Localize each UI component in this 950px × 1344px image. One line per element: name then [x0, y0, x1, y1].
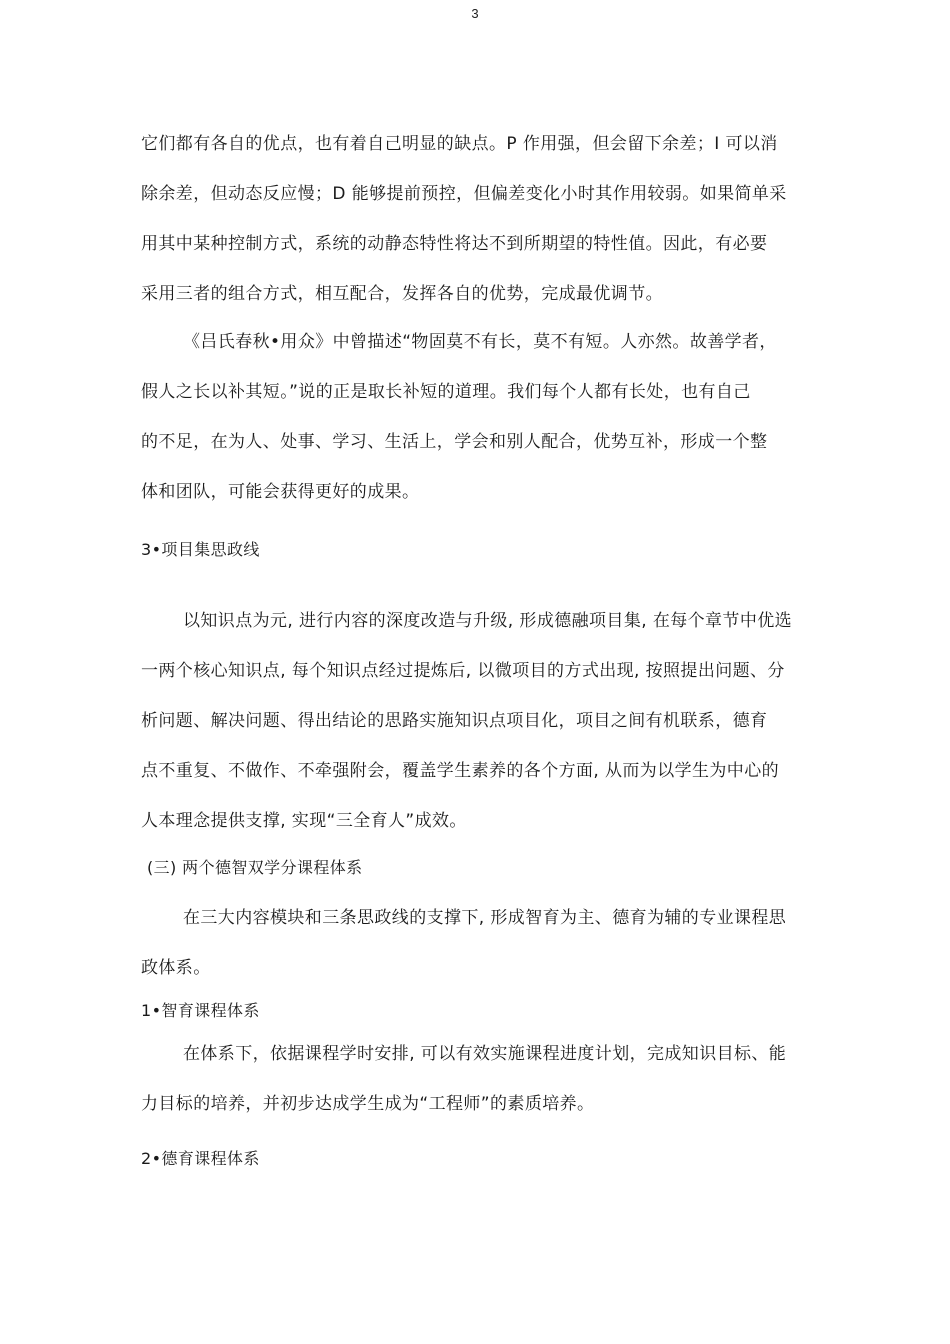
paragraph1-line: 采用三者的组合方式，相互配合，发挥各自的优势，完成最优调节。 [141, 284, 663, 304]
paragraph5-line: 力目标的培养，并初步达成学生成为“工程师”的素质培养。 [141, 1094, 595, 1114]
paragraph3-line: 一两个核心知识点, 每个知识点经过提炼后, 以微项目的方式出现, 按照提出问题、分 [141, 661, 785, 681]
section-heading: (三) 两个德智双学分课程体系 [147, 858, 363, 877]
paragraph1-line: 除余差，但动态反应慢；D 能够提前预控，但偏差变化小时其作用较弱。如果简单采 [141, 184, 787, 204]
paragraph2-line: 《吕氏春秋•用众》中曾描述“物固莫不有长，莫不有短。人亦然。故善学者， [183, 332, 777, 352]
paragraph3-line: 以知识点为元, 进行内容的深度改造与升级, 形成德融项目集, 在每个章节中优选 [183, 611, 793, 631]
paragraph2-line: 假人之长以补其短。”说的正是取长补短的道理。我们每个人都有长处，也有自己 [141, 382, 751, 402]
paragraph3-line: 人本理念提供支撑, 实现“三全育人”成效。 [141, 811, 467, 831]
paragraph4-line: 在三大内容模块和三条思政线的支撑下, 形成智育为主、德育为辅的专业课程思 [183, 908, 787, 928]
section-heading: 3•项目集思政线 [141, 540, 260, 559]
paragraph3-line: 点不重复、不做作、不牵强附会，覆盖学生素养的各个方面, 从而为以学生为中心的 [141, 761, 780, 781]
paragraph1-line: 用其中某种控制方式，系统的动静态特性将达不到所期望的特性值。因此，有必要 [141, 234, 768, 254]
page-number: 3 [471, 6, 479, 21]
paragraph2-line: 的不足，在为人、处事、学习、生活上，学会和别人配合，优势互补，形成一个整 [141, 432, 768, 452]
section-heading: 2•德育课程体系 [141, 1149, 260, 1168]
paragraph2-line: 体和团队，可能会获得更好的成果。 [141, 482, 420, 502]
paragraph1-line: 它们都有各自的优点，也有着自己明显的缺点。P 作用强，但会留下余差；I 可以消 [141, 134, 778, 154]
paragraph4-line: 政体系。 [141, 958, 211, 978]
paragraph5-line: 在体系下，依据课程学时安排, 可以有效实施课程进度计划，完成知识目标、能 [183, 1044, 787, 1064]
section-heading: 1•智育课程体系 [141, 1001, 260, 1020]
paragraph3-line: 析问题、解决问题、得出结论的思路实施知识点项目化，项目之间有机联系，德育 [141, 711, 768, 731]
